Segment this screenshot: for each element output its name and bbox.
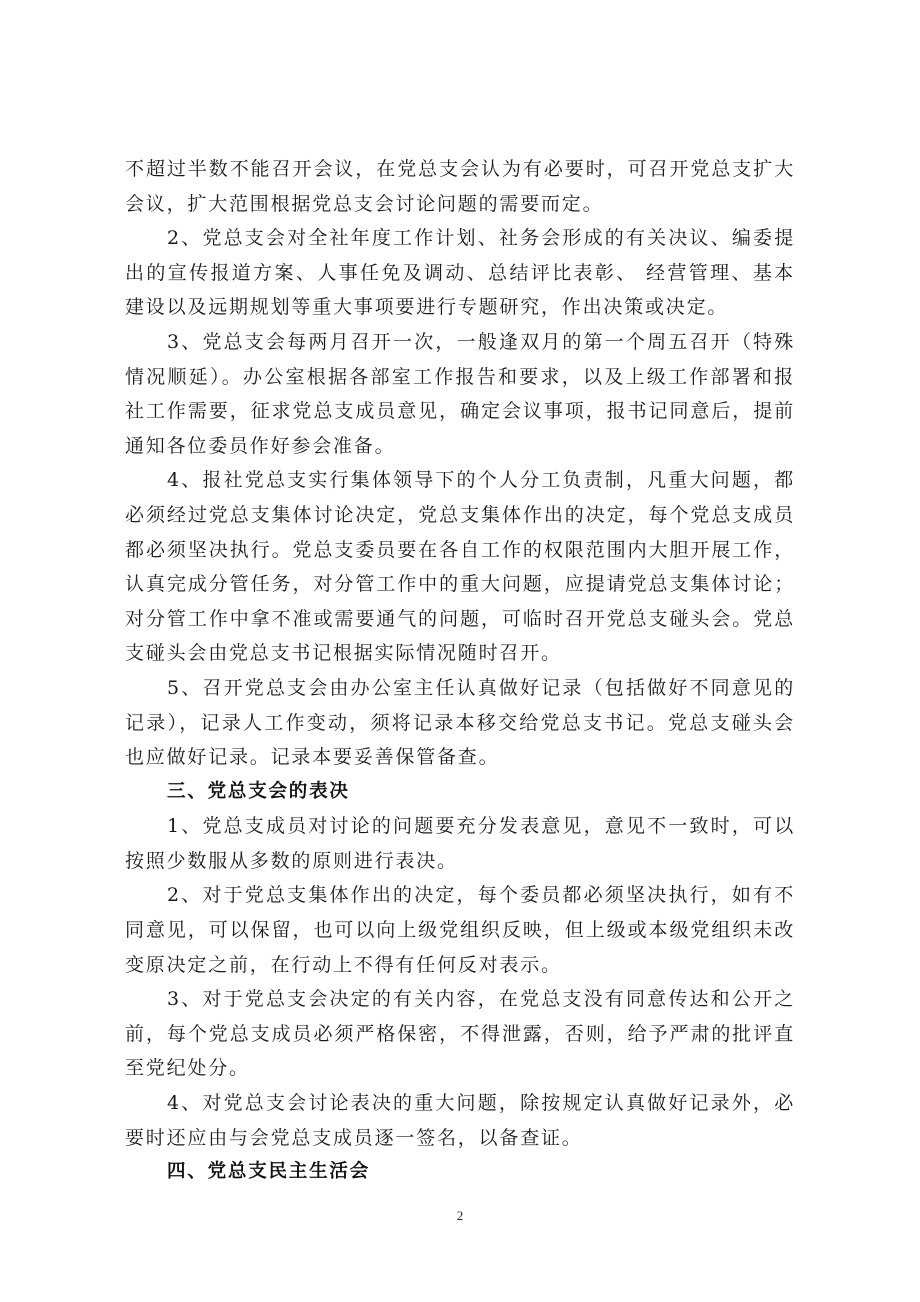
section-heading-democratic-life: 四、党总支民主生活会	[167, 1161, 371, 1183]
paragraph-continued: 不超过半数不能召开会议，在党总支会认为有必要时，可召开党总支扩大会议，扩大范围根据党总支会讨论问题的需要而定。	[125, 158, 795, 215]
section-heading-voting: 三、党总支会的表决	[167, 780, 350, 802]
paragraph-voting-1: 1、党总支成员对讨论的问题要充分发表意见，意见不一致时，可以按照少数服从多数的原则进行表决。	[125, 815, 795, 872]
paragraph-item-3: 3、党总支会每两月召开一次，一般逢双月的第一个周五召开（特殊情况顺延）。办公室根据各部室工作报告和要求，以及上级工作部署和报社工作需要，征求党总支成员意见，确定会议事项，报书记同意后，提前通知各位委员作好参会准备。	[125, 330, 795, 457]
page-number: 2	[456, 1208, 464, 1223]
paragraph-voting-2: 2、对于党总支集体作出的决定，每个委员都必须坚决执行，如有不同意见，可以保留，也可以向上级党组织反映，但上级或本级党组织未改变原决定之前，在行动上不得有任何反对表示。	[125, 884, 795, 976]
paragraph-item-4: 4、报社党总支实行集体领导下的个人分工负责制，凡重大问题，都必须经过党总支集体讨论决定，党总支集体作出的决定，每个党总支成员都必须坚决执行。党总支委员要在各自工作的权限范围内大胆开展工作，认真完成分管任务，对分管工作中的重大问题，应提请党总支集体讨论；对分管工作中拿不准或需要通气的问题，可临时召开党总支碰头会。党总支碰头会由党总支书记根据实际情况随时召开。	[125, 469, 795, 665]
paragraph-item-2: 2、党总支会对全社年度工作计划、社务会形成的有关决议、编委提出的宣传报道方案、人事任免及调动、总结评比表彰、 经营管理、基本建设以及远期规划等重大事项要进行专题研究，作出决策或决定。	[125, 227, 795, 319]
paragraph-voting-3: 3、对于党总支会决定的有关内容，在党总支没有同意传达和公开之前，每个党总支成员必须严格保密，不得泄露，否则，给予严肃的批评直至党纪处分。	[125, 988, 795, 1080]
paragraph-voting-4: 4、对党总支会讨论表决的重大问题，除按规定认真做好记录外，必要时还应由与会党总支成员逐一签名，以备查证。	[125, 1092, 795, 1149]
document-body	[125, 152, 795, 1190]
paragraph-item-5: 5、召开党总支会由办公室主任认真做好记录（包括做好不同意见的记录），记录人工作变动，须将记录本移交给党总支书记。党总支碰头会也应做好记录。记录本要妥善保管备查。	[125, 676, 795, 769]
